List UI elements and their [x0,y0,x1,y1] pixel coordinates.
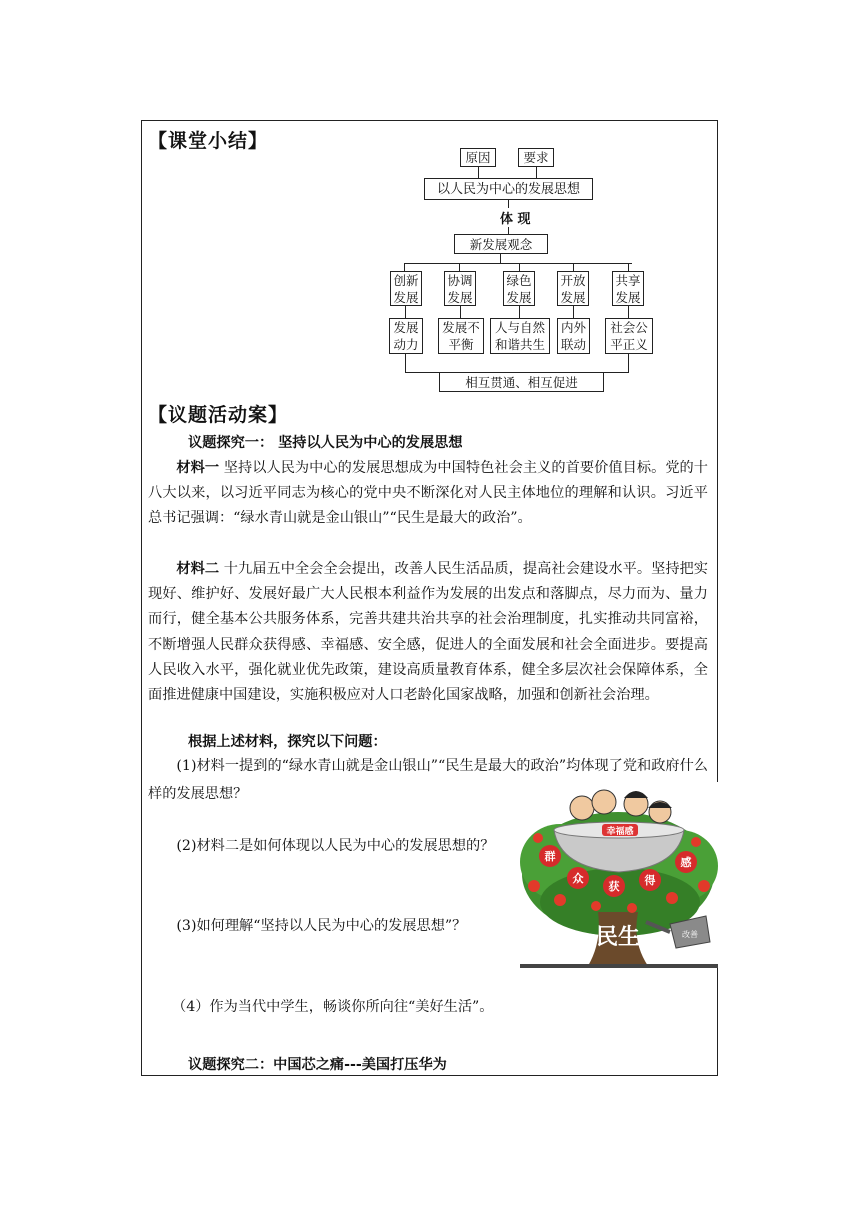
summary-heading: 【课堂小结】 [148,130,269,152]
material2-paragraph [148,557,708,708]
bowl-label: 幸福感 [606,827,634,837]
detail-justice: 社会公 平正义 [605,318,653,354]
detail-imbalance: 发展不 平衡 [438,318,484,354]
apple-3-label: 获 [608,880,620,893]
diagram-concept-box: 新发展观念 [454,234,548,254]
trunk-label: 民生 [595,925,641,950]
material2-text: 十九届五中全会全会提出，改善人民生活品质，提高社会建设水平。坚持把实现好、维护好、发展好最广大人民根本利益作为发展的出发点和落脚点，尽力而为、量力而行，健全基本公共服务体系，完善共建共治共享的社会治理制度，扎实推动共同富裕，不断增强人民群众获得感、幸福感、安全感，促进人的全面发展和社会全面进步。要提高人民收入水平，强化就业优先政策，建设高质量教育体系，健全多层次社会保障体系，全面推进健康中国建设，实施积极应对人口老龄化国家战略，加强和创新社会治理。 [148,561,708,704]
material1-label: 材料一 [176,460,220,476]
question-3: (3)如何理解“坚持以人民为中心的发展思想”？ [176,918,467,934]
question-1: (1)材料一提到的“绿水青山就是金山银山”“民生是最大的政治”均体现了党和政府什么样的发展思想？ [148,758,708,802]
detail-drive: 发展 动力 [389,318,423,354]
apple-2-label: 众 [572,872,584,885]
apple-5-label: 感 [680,856,692,869]
activity-heading: 【议题活动案】 [148,404,289,426]
watering-can-label: 改善 [682,930,698,939]
question-4: （4）作为当代中学生，畅谈你所向往“美好生活”。 [172,999,494,1015]
diagram-core-box: 以人民为中心的发展思想 [424,178,593,200]
pillar-innovation: 创新 发展 [390,271,422,306]
detail-harmony: 人与自然 和谐共生 [490,318,550,354]
diagram-requirement-box: 要求 [518,148,554,167]
material1-text: 坚持以人民为中心的发展思想成为中国特色社会主义的首要价值目标。党的十八大以来，以习近平同志为核心的党中央不断深化对人民主体地位的理解和认识。习近平总书记强调：“绿水青山就是金山银山”“民生是最大的政治”。 [148,460,708,527]
apple-1-label: 群 [544,850,556,863]
diagram-reason-box: 原因 [460,148,496,167]
livelihood-tree-illustration [520,782,718,968]
diagram-bottom-box: 相互贯通、相互促进 [439,372,604,392]
pillar-coordination: 协调 发展 [444,271,476,306]
topic2-title: 议题探究二：中国芯之痛---美国打压华为 [188,1057,447,1073]
material1-paragraph [148,456,708,532]
detail-linkage: 内外 联动 [557,318,590,354]
question-prompt: 根据上述材料，探究以下问题： [188,734,387,750]
topic1-title: 议题探究一： 坚持以人民为中心的发展思想 [188,435,463,451]
material2-label: 材料二 [176,561,220,577]
pillar-openness: 开放 发展 [557,271,589,306]
pillar-sharing: 共享 发展 [612,271,644,306]
question-2: (2)材料二是如何体现以人民为中心的发展思想的？ [176,838,495,854]
apple-4-label: 得 [644,874,656,887]
diagram-connector-label: 体 现 [498,208,533,227]
pillar-green: 绿色 发展 [503,271,535,306]
